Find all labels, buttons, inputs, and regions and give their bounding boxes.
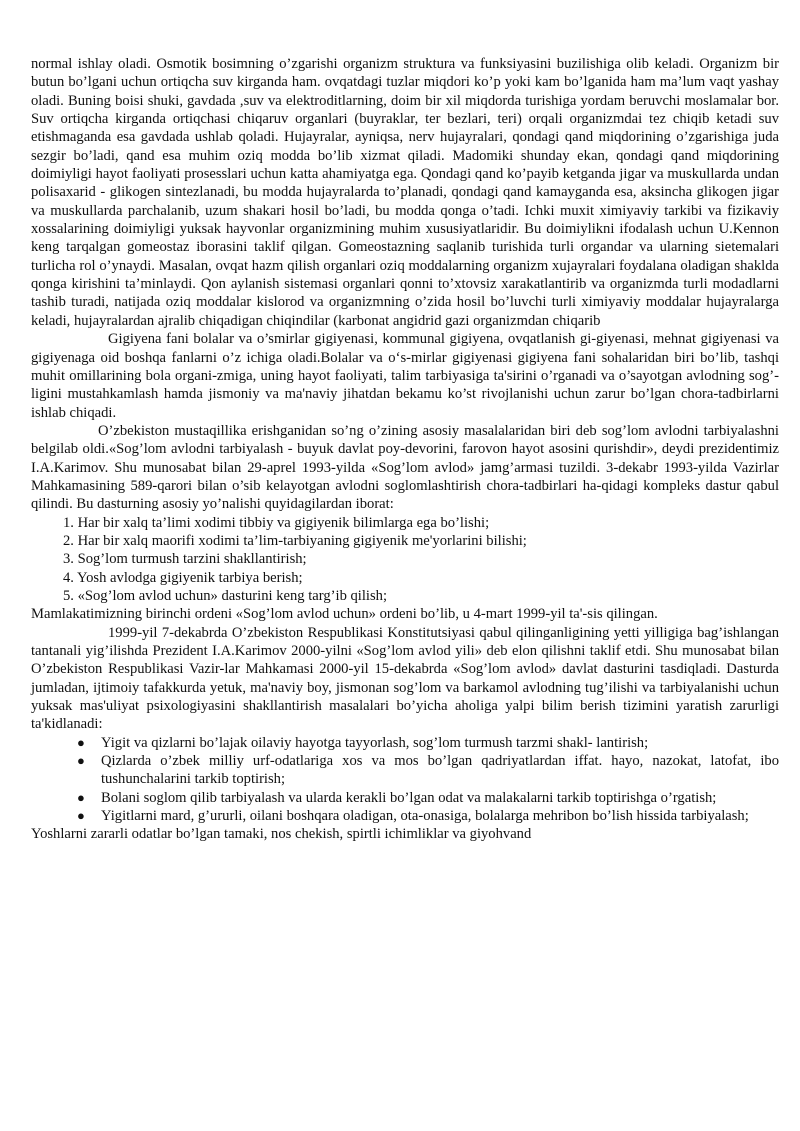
program-directions-list	[31, 514, 779, 606]
paragraph-order: Mamlakatimizning birinchi ordeni «Sog’lom avlod uchun» ordeni bo’lib, u 4-mart 1999-yil ta'-sis qilingan.	[31, 606, 658, 623]
list-item: 2. Har bir xalq maorifi xodimi ta’lim-tarbiyaning gigiyenik me'yorlarini bilishi;	[63, 532, 527, 549]
paragraph-osmotic-pressure: normal ishlay oladi. Osmotik bosimning o’zgarishi organizm struktura va funksiyasini buzilishiga olib keladi. Organizm bir butun bo’lgani uchun ortiqcha suv kirganda ham. ovqatdagi tuzlar miqdori ko’p yoki kam bo’lganida ham ma’lum vaqt yashay oladi. Buning boisi shuki, gavdada ,suv va elektroditlarning, doim bir xil miqdorda turishiga yordam beruvchi moslamalar bor. Suv ortiqcha kirganda ortiqchasi chiqaruv organlari (buyraklar, ter bezlari, teri) orqali organizmdai tez chiqib ketadi suv etishmaganda esa gavdada ushlab qoladi. Hujayralar, ayniqsa, nerv hujayralari, qondagi qand miqdorining o’zgarishiga juda sezgir bo’ladi, qand esa muhim oziq modda bo’lib xizmat qiladi. Madomiki shunday ekan, qondagi qand miqdorining doimiyligi hayot faoliyati prosesslari uchun katta ahamiyatga ega. Qondagi qand ko’payib ketganda jigar va muskullarda undan polisaxarid - glikogen sintezlanadi, bu modda hujayralarda to’planadi, qondagi qand kamayganda esa, aksincha glikogen jigar va muskullarda parchalanib, uzum shakari hosil bo’ladi, bu modda qonga o’tadi. Ichki muxit ximiyaviy tarkibi va fizikaviy xossalarining doimiyligi yuksak hayvonlar organizmining muhim xususiyatlaridir. Bu doimiylikni ifodalash uchun U.Kennon keng tarqalgan gomeostaz iborasini taklif qilgan. Gomeostazning saqlanib turishida turli organdar va ularning sietemalari turlicha rol o’ynaydi. Masalan, ovqat hazm qilish organlari oziq moddalarning organizm xujayralari foydalana oladigan shaklda qonga kirishini ta’minlaydi. Qon aylanish sistemasi organlari qonni to’xtovsiz xarakatlantirib va organizmda turli modadlarni tashib turadi, natijada oziq moddalar kislorod va organizmning o’zida hosil bo’luvchi turli ximiyaviy moddalar hujayralarga keladi, hujayralardan ajralib chiqadigan chiqindilar (karbonat angidrid gazi organizmdan chiqarib	[31, 56, 779, 329]
list-item-text: Qizlarda o’zbek milliy urf-odatlariga xos va mos bo’lgan qadriyatlardan iffat. hayo, nazokat, latofat, ibo tushunchalarini tarkib toptirish;	[101, 753, 779, 788]
list-item	[31, 789, 779, 807]
bullet-icon: ●	[77, 734, 85, 750]
bullet-icon: ●	[77, 753, 85, 769]
list-item: 3. Sog’lom turmush tarzini shakllantirish;	[63, 551, 307, 568]
list-item-text: Bolani soglom qilib tarbiyalash va ularda kerakli bo’lgan odat va malakalarni tarkib toptirishga o’rgatish;	[101, 789, 717, 806]
paragraph-healthy-generation: O’zbekiston mustaqillika erishganidan so’ng o’zining asosiy masalalaridan biri deb sog’lom avlodni tarbiyalashni belgilab oldi.«Sog’lom avlodni tarbiyalash - buyuk davlat poy-devorini, farovon hayot asosini qurishdir», deydi prezidentimiz I.A.Karimov. Shu munosabat bilan 29-aprel 1993-yilda «Sog’lom avlod» jamg’armasi tuzildi. 3-dekabr 1993-yilda Vazirlar Mahkamasining 589-qarori bilan o’sib kelayotgan avlodni soglomlashtirish chora-tadbirlari ha-qidagi kompleks dastur qabul qilindi. Bu dasturning asosiy yo’nalishi quyidagilardan iborat:	[31, 422, 779, 513]
list-item-text: Yigit va qizlarni bo’lajak oilaviy hayotga tayyorlash, sog’lom turmush tarzmi shakl- lantirish;	[101, 734, 649, 751]
paragraph-hygiene-science: Gigiyena fani bolalar va o’smirlar gigiyenasi, kommunal gigiyena, ovqatlanish gi-giyenasi, mehnat gigiyenasi va gigiyenaga oid boshqa fanlarni o’z ichiga oladi.Bolalar va o‘s-mirlar gigiyenasi gigiyena fani sohalaridan biri bo’lib, tashqi muhit omillarining bola organi-zmiga, uning hayot faoliyati, talim tarbiyasiga ta'sirini o’rganadi va o’sayotgan avlodning sog’-ligini mustahkamlash hamda jismoniy va ma'naviy jihatdan bekamu ko’st rivojlanishi uchun zarur bo’lgan chora-tadbirlarni ishlab chiqadi.	[31, 331, 779, 421]
list-item	[31, 734, 779, 752]
bullet-icon: ●	[77, 789, 85, 805]
list-item	[31, 807, 779, 825]
list-item-text: Yigitlarni mard, g’ururli, oilani boshqara oladigan, ota-onasiga, bolalarga mehribon bo’lish hissida tarbiyalash;	[101, 808, 749, 825]
list-item	[31, 752, 779, 789]
list-item: 5. «Sog’lom avlod uchun» dasturini keng targ’ib qilish;	[63, 587, 388, 604]
list-item: 4. Yosh avlodga gigiyenik tarbiya berish;	[63, 569, 303, 586]
paragraph-harmful-habits: Yoshlarni zararli odatlar bo’lgan tamaki, nos chekish, spirtli ichimliklar va giyohvand	[31, 826, 532, 843]
document-page	[31, 55, 779, 844]
bullet-icon: ●	[77, 808, 85, 824]
program-goals-list	[31, 734, 779, 826]
paragraph-state-program: 1999-yil 7-dekabrda O’zbekiston Respublikasi Konstitutsiyasi qabul qilinganligining yetti yilligiga bag’ishlangan tantanali yig’ilishda Prezident I.A.Karimov 2000-yilni «Sog’lom avlod yili» deb elon qilishni taklif etdi. Shu munosabat bilan O’zbekiston Respublikasi Vazir-lar Mahkamasi 2000-yil 15-dekabrda «Sog’lom avlod» davlat dasturini tasdiqladi. Dasturda jumladan, ijtimoiy tafakkurda yetuk, ma'naviy boy, jismonan sog’lom va barkamol avlodning tug’ilishi va tarbiyalanishi uchun yuksak mas'uliyat psixologiyasini shakllantirish masalalari bo’yicha aholiga yalpi bilim berish tizimini yaratish zarurligi ta'kidlanadi:	[31, 624, 779, 733]
list-item: 1. Har bir xalq ta’limi xodimi tibbiy va gigiyenik bilimlarga ega bo’lishi;	[63, 514, 490, 531]
